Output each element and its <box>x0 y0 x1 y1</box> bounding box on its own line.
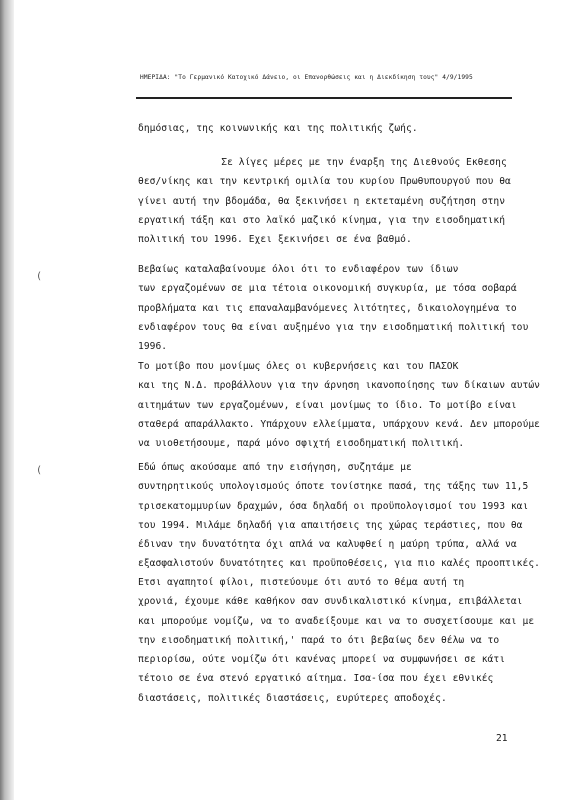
text-line: εξασφαλιστούν δυνατότητες και προϋποθέσεις, για πιο καλές προοπτικές. <box>138 558 540 570</box>
text-line: Βεβαίως καταλαβαίνουμε όλοι ότι το ενδιαφέρον των ίδιων <box>138 264 459 275</box>
text-line: Το μοτίβο που μονίμως όλες οι κυβερνήσεις και του ΠΑΣΟΚ <box>138 361 459 372</box>
text-line: θεσ/νίκης και την κεντρική ομιλία του κυρίου Πρωθυπουργού που θα <box>138 176 511 188</box>
text-line: τέτοιο σε ένα στενό εργατικό αίτημα. Ισα-ίσα που έχει εθνικές <box>138 673 494 685</box>
text-line: αιτημάτων των εργαζομένων, είναι μονίμως το ίδιο. Το μοτίβο είναι <box>138 399 517 411</box>
text-line: Σε λίγες μέρες με την έναρξη της Διεθνούς Εκθεσης <box>198 157 507 168</box>
text-line: και της Ν.Δ. προβάλλουν για την άρνηση ικανοποίησης των δίκαιων αυτών <box>138 380 540 392</box>
text-line: χρονιά, έχουμε κάθε καθήκον σαν συνδικαλιστικό κίνημα, επιβάλλεται <box>138 596 523 608</box>
text-line: του 1994. Μιλάμε δηλαδή για απαιτήσεις της χώρας τεράστιες, που θα <box>138 519 523 531</box>
text-line: των εργαζομένων σε μια τέτοια οικονομική συγκυρία, με τόσα σοβαρά <box>138 283 517 295</box>
text-line: συντηρητικούς υπολογισμούς όποτε τονίστηκε πασά, της τάξης των 11,5 <box>138 481 529 493</box>
paragraph-4 <box>138 357 540 453</box>
scan-shadow-edge <box>0 0 14 800</box>
text-line: σταθερά απαράλλακτο. Υπάρχουν ελλείμματα, υπάρχουν κενά. Δεν μπορούμε <box>138 418 540 430</box>
paragraph-2 <box>138 153 514 249</box>
paragraph-1 <box>138 119 514 138</box>
page-number: 21 <box>496 733 508 744</box>
text-line: διαστάσεις, πολιτικές διαστάσεις, ευρύτερες αποδοχές. <box>138 692 447 704</box>
text-line: Εδώ όπως ακούσαμε από την εισήγηση, συζητάμε με <box>138 462 412 473</box>
page-header: ΗΜΕΡΙΔΑ: "Το Γερμανικό Κατοχικό Δάνειο, οι Επανορθώσεις και η Διεκδίκηση τους" 4/9/1995 <box>140 74 473 81</box>
text-line: έδιναν την δυνατότητα όχι απλά να καλυφθεί η μαύρη τρύπα, αλλά να <box>138 539 517 551</box>
text-line: την εισοδηματική πολιτική,' παρά το ότι βεβαίως δεν θέλω να το <box>138 634 500 646</box>
text-line: εργατική τάξη και στο λαϊκό μαζικό κίνημα, για την εισοδηματική <box>138 214 506 226</box>
text-line: γίνει αυτή την βδομάδα, θα ξεκινήσει η εκτεταμένη συζήτηση στην <box>138 195 506 207</box>
text-line: ενδιαφέρον τους θα είναι αυξημένο για την εισοδηματική πολιτική του <box>138 321 529 333</box>
header-rule <box>136 97 512 99</box>
paragraph-5 <box>138 458 540 574</box>
text-line: περιορίσω, ούτε νομίζω ότι κανένας μπορεί να συμφωνήσει σε κάτι <box>138 654 506 666</box>
paragraph-6 <box>138 573 535 708</box>
paragraph-3 <box>138 260 529 356</box>
text-line: πολιτική του 1996. Εχει ξεκινήσει σε ένα βαθμό. <box>138 234 412 246</box>
text-line: να υιοθετήσουμε, παρά μόνο σφιχτή εισοδηματική πολιτική. <box>138 438 465 450</box>
text-line: προβλήματα και τις επαναλαμβανόμενες λιτότητες, δικαιολογημένα το <box>138 302 517 314</box>
text-line: και μπορούμε νομίζω, να το αναδείξουμε και να το συσχετίσουμε και με <box>138 615 535 627</box>
margin-bracket-mark: ( <box>36 271 43 282</box>
margin-bracket-mark: ( <box>36 465 43 476</box>
text-line: δημόσιας, της κοινωνικής και της πολιτικής ζωής. <box>138 123 418 134</box>
text-line: Ετσι αγαπητοί φίλοι, πιστεύουμε ότι αυτό το θέμα αυτή τη <box>138 577 465 588</box>
text-line: τρισεκατομμυρίων δραχμών, όσα δηλαδή οι προϋπολογισμοί του 1993 και <box>138 500 529 512</box>
text-line: 1996. <box>138 341 168 353</box>
